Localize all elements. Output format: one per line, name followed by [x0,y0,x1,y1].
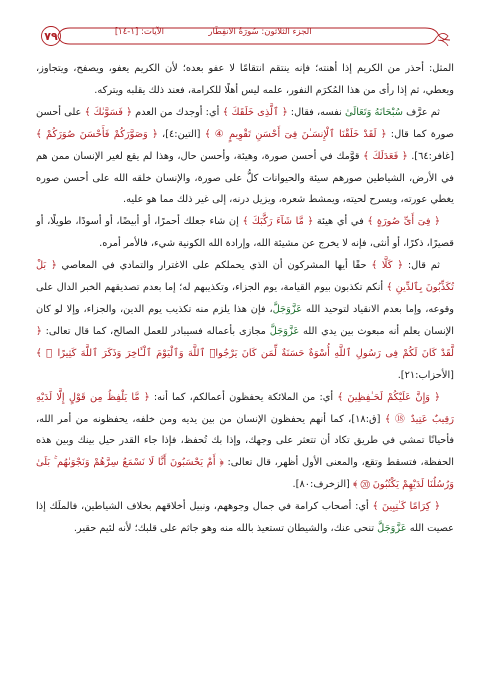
header-title: الجزء الثلاثون: سُورَةُ الانفِطَار [208,27,312,37]
body-text: تنحى عنك، والشيطان تستعيذ بالله منه وهو جاثم على قلبك؛ لأنه لئيم حقير. [73,523,378,535]
quran-verse: ﴿ فَسَوَّىٰكَ ﴾ [84,106,132,118]
body-text: قوَّمك في أحسن صورة، وهيئة، وأحسن حال، وهذا لم يقع لغير الإنسان ممن هم في الأرض، الشياطين صورهم سيئة والحيوانات كلُّ على صورة، والإنسان خلقه الله على أحسن صوره يغطي عورته، ويسرح لحيته، ويمشط شعره، ويزيل درنه، إلى غير ذلك مما هو عليه. [36,150,454,206]
body-paragraph [36,211,454,255]
body-paragraph [36,102,454,212]
body-text: المثل: أحذر من الكريم إذا أهنته؛ فإنه ينتقم انتقامًا لا عفو بعده؛ لأن الكريم يعفو، ويصفح، ويتجاوز، ويعطي، ثم إذا رأى من هذا المُكرَم النفور، علمه ليس أهلًا للكرامة، فعند ذلك يقلبه ويتركه. [36,63,454,96]
quran-verse: ﴿ كِرَامًا كَـٰتِبِينَ ﴾ [372,501,440,513]
body-text: أي: أصحاب كرامة في جمال وجوههم، ونبيل أخلاقهم بخلاف الشياطين، فالملَك إذا عصيت الله [36,501,454,535]
honorific-phrase: سُبْحَانَهُ وَتَعَالَىٰ [345,106,403,118]
quran-verse: ﴿ مَّا شَآءَ رَكَّبَكَ ﴾ [242,216,314,228]
body-text: نفسه، فقال: [287,106,346,118]
body-paragraph [36,496,454,540]
page-header [30,24,455,48]
body-text: [غافر:٦٤]. [407,150,454,162]
body-text: [الأحزاب:٢١]. [397,369,454,381]
body-text: في أي هيئة [313,216,368,228]
body-paragraph [36,58,454,102]
body-paragraph [36,255,454,386]
quran-verse: ﴿ أَمْ يَحْسَبُونَ أَنَّا لَا نَسْمَعُ سِرَّهُمْ وَنَجْوَىٰهُم ۚ بَلَىٰ وَرُسُلُنَا لَدَيْهِمْ يَكْتُبُونَ ⑳ ﴾ [36,457,454,491]
body-text: أي: أوجدك من العدم [131,106,223,118]
body-text: مجازى بأعماله فسيبادر للعمل الصالح، كما قال تعالى: [41,325,270,337]
body-text: حقًا أيها المشركون أن الذي يحملكم على الاغترار والتمادي في المعاصي [56,260,372,272]
header-verses-range: الآيات: [١-١٤] [114,27,164,37]
page-body [36,58,454,540]
body-text: [الزخرف:٨٠]. [292,479,353,491]
quran-verse: ﴿ كَلَّا ﴾ [371,260,403,272]
honorific-phrase: عَزَّوَجَلَّ [377,523,407,535]
quran-verse: ﴿ لَّقَدْ كَانَ لَكُمْ فِى رَسُولِ ٱللَّهِ أُسْوَةٌ حَسَنَةٌ لِّمَن كَانَ يَرْجُوا۟ ٱللَّهَ وَٱلْيَوْمَ ٱلْـَٔاخِرَ وَذَكَرَ ٱللَّهَ كَثِيرًا ⑳ ﴾ [36,325,454,359]
body-text: أنكم تكذبون بيوم القيامة، يوم الجزاء، وتكذيبهم له؛ إما بعدم تصديقهم الخبر الدال على وقوعه، وإما بعدم الانقياد لتوحيد الله [36,282,454,315]
body-text: على أحسن صورة كما قال: [36,106,454,140]
quran-verse: ﴿ بَلْ تُكَذِّبُونَ بِٱلدِّينِ ﴾ [36,260,454,294]
quran-verse: ﴿ وَإِنَّ عَلَيْكُمْ لَحَـٰفِظِينَ ﴾ [337,391,440,403]
honorific-phrase: عَزَّوَجَلَّ [269,325,300,337]
body-text: ، فإن هذا يلزم منه تكذيب يوم الدين، والجزاء، وإلا لو كان الإنسان يعلم أنه مبعوث بين يدي الله [36,303,454,337]
body-text: [التين:٤]، [157,128,205,140]
quran-verse: ﴿ فِىٓ أَىِّ صُورَةٍ ﴾ [367,216,440,228]
quran-verse: ﴿ لَقَدْ خَلَقْنَا ٱلْإِنسَـٰنَ فِىٓ أَحْسَنِ تَقْوِيمٍ ④ ﴾ [204,128,387,140]
quran-verse: ﴿ مَّا يَلْفِظُ مِن قَوْلٍ إِلَّا لَدَيْهِ رَقِيبٌ عَتِيدٌ ⑱ ﴾ [36,391,454,425]
page-number: ٧٩ [44,30,58,43]
body-text: ثم عرَّف [403,106,441,118]
quran-verse: ﴿ وَصَوَّرَكُمْ فَأَحْسَنَ صُوَرَكُمْ ﴾ [36,128,158,140]
body-paragraph [36,387,454,497]
honorific-phrase: عَزَّوَجَلَّ [272,303,303,315]
body-text: أي: من الملائكة يحفظون أعمالكم، كما أنه: [149,391,338,403]
quran-verse: ﴿ فَعَدَلَكَ ﴾ [363,150,408,162]
body-text: [ق:١٨]، كما أنهم يحفظون الإنسان من بين يديه ومن خلفه، يحفظونه من أمر الله، فأحيانًا تمشي في طريق تكاد أن تتعثر على وجهك، وإذا بك تُحفظ، فإذا جاء القدر حيل بينك وبين هذه الحفظة، فتسقط وتقع، والمعنى الأول أظهر، قال تعالى: [36,413,454,469]
body-text: إن شاء جعلك أحمرًا، أو أبيضًا، أو أسودًا، طويلًا، أو قصيرًا، ذكرًا، أو أنثى، فإنه لا يخرج عن مشيئة الله، وإرادة الله الكونية شيء، فالأمر أمره. [36,216,454,250]
quran-verse: ﴿ ٱلَّذِى خَلَقَكَ ﴾ [222,106,288,118]
body-text: ثم قال: [403,260,440,272]
